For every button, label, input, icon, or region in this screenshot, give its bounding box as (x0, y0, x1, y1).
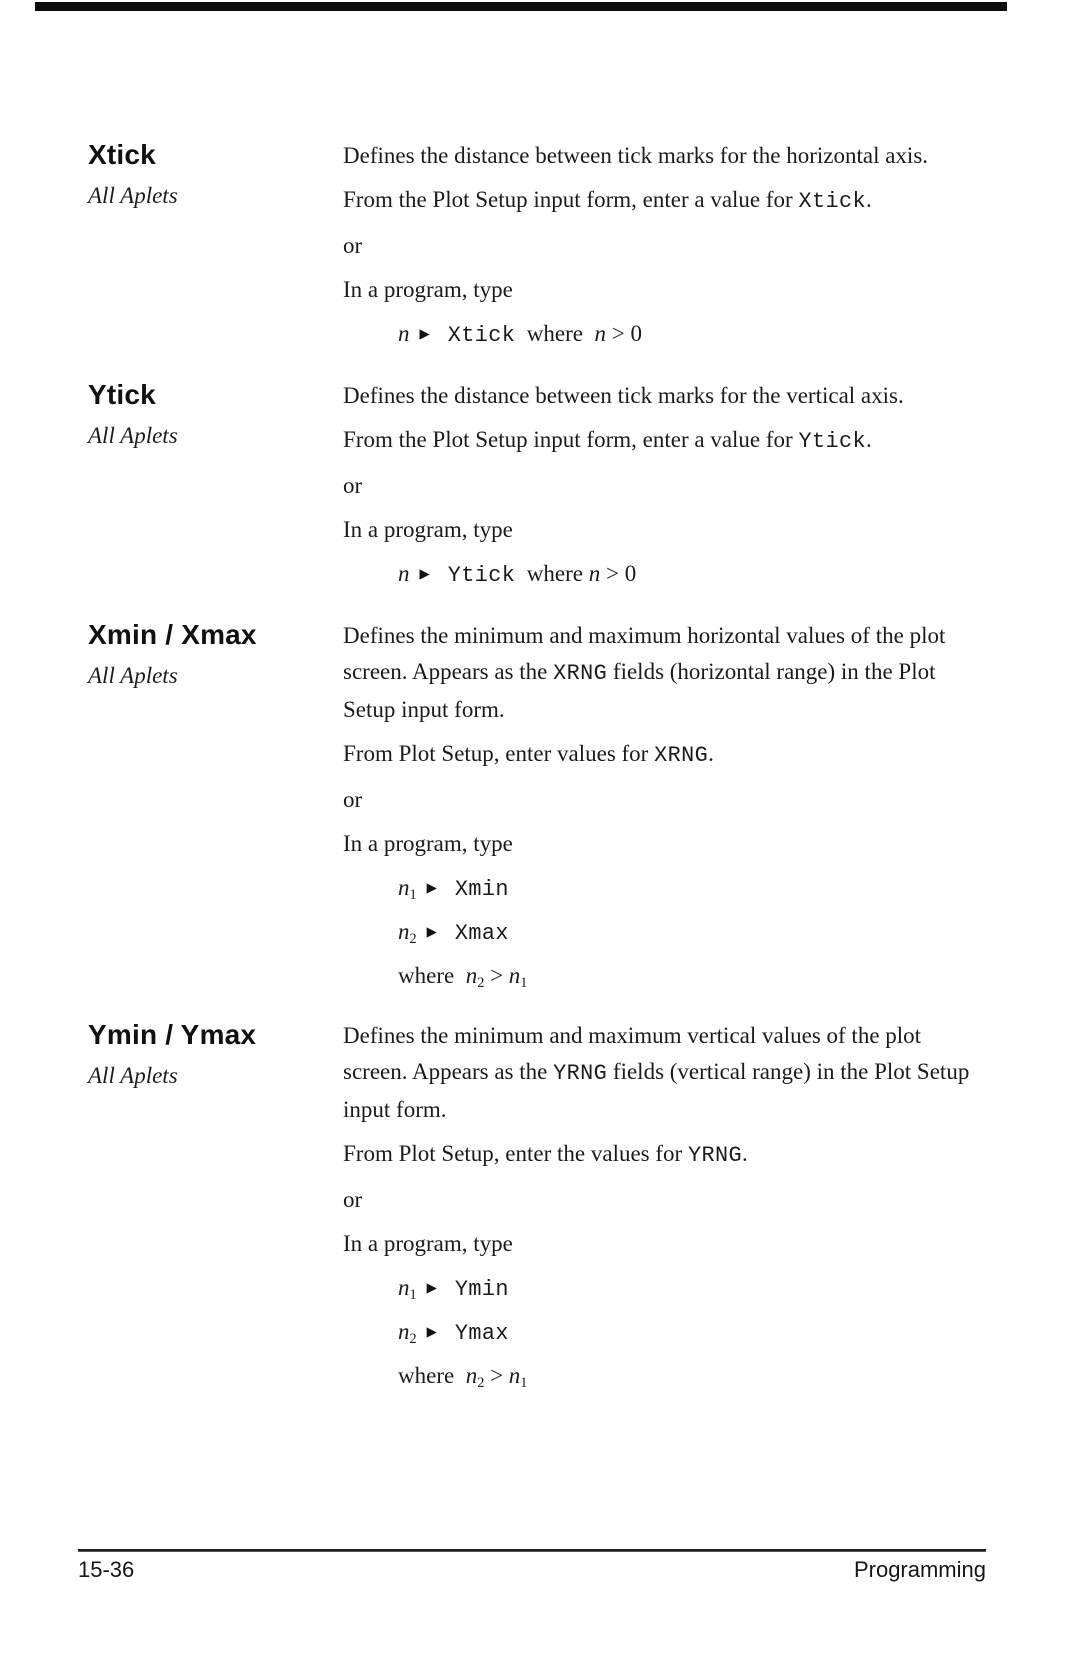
store-arrow-icon: ▶ (426, 881, 437, 896)
store-arrow-icon: ▶ (426, 1281, 437, 1296)
store-arrow-icon: ▶ (426, 1325, 437, 1340)
section-heading: Xmin / Xmax (88, 619, 257, 650)
code-text: Ytick (798, 429, 866, 454)
sections-container (88, 138, 990, 1402)
paragraph (343, 138, 990, 174)
body-text: or (343, 787, 363, 812)
program-code-line (398, 914, 990, 952)
body-text: . (866, 187, 872, 212)
code-text: YRNG (553, 1061, 608, 1086)
paragraph (343, 1136, 990, 1174)
body-text: Defines the minimum and maximum horizontal values of the plot screen. Appears as the (343, 623, 952, 684)
paragraph (343, 378, 990, 414)
section-subheading: All Aplets (88, 183, 178, 208)
section-subheading: All Aplets (88, 663, 178, 688)
code-text: Xmax (454, 921, 509, 946)
program-code-line (398, 870, 990, 908)
variable-name: $n_2$ (398, 919, 417, 947)
program-code-line (398, 1358, 990, 1394)
footer-row (78, 1557, 986, 1583)
page-number: 15-36 (78, 1557, 135, 1582)
variable-subscript: 2 (409, 1330, 417, 1347)
code-text: XRNG (654, 743, 709, 768)
scan-artifact-top-bar (35, 2, 1007, 11)
body-text: or (343, 233, 363, 258)
variable-subscript: 1 (520, 1374, 528, 1391)
paragraph (343, 228, 990, 264)
program-code-block (343, 1270, 990, 1394)
variable-subscript: 1 (409, 886, 417, 903)
variable-subscript: 1 (520, 974, 528, 991)
paragraph (343, 272, 990, 308)
variable-name: $n_1$ (508, 963, 528, 991)
body-text: In a program, type (343, 831, 513, 856)
body-text: In a program, type (343, 517, 513, 542)
code-text: Ymax (454, 1321, 509, 1346)
program-code-line (398, 1270, 990, 1308)
variable-name: n (398, 321, 410, 346)
chapter-title: Programming (853, 1557, 986, 1582)
body-text: fields (horizontal range) in the Plot Setup input form. (343, 659, 942, 722)
section-subheading: All Aplets (88, 1063, 178, 1088)
body-text: Defines the distance between tick marks for the horizontal axis. (343, 143, 929, 168)
section-heading: Xtick (88, 139, 156, 170)
manual-section-ytick (88, 378, 990, 602)
body-text: where (398, 963, 466, 988)
section-margin-column (88, 378, 343, 602)
body-text: From Plot Setup, enter the values for (343, 1141, 688, 1166)
code-text: Ytick (447, 563, 516, 588)
section-margin-column (88, 138, 343, 362)
body-text: where (515, 321, 595, 346)
section-heading: Ymin / Ymax (88, 1019, 257, 1050)
section-margin-column (88, 618, 343, 1002)
body-text: . (866, 427, 872, 452)
section-body-column (343, 618, 990, 1002)
paragraph (343, 182, 990, 220)
paragraph (343, 736, 990, 774)
variable-name: n (398, 561, 410, 586)
program-code-block (343, 316, 990, 354)
section-subheading: All Aplets (88, 423, 178, 448)
program-code-block (343, 870, 990, 994)
code-text: Xtick (798, 189, 866, 214)
body-text: From the Plot Setup input form, enter a value for (343, 187, 799, 212)
variable-name: $n_1$ (398, 875, 417, 903)
program-code-line (398, 958, 990, 994)
variable-name: $n_2$ (465, 963, 485, 991)
footer-rule (78, 1549, 986, 1552)
paragraph (343, 468, 990, 504)
store-arrow-icon: ▶ (426, 925, 437, 940)
variable-subscript: 2 (477, 1374, 485, 1391)
section-body-column (343, 378, 990, 602)
body-text: or (343, 1187, 363, 1212)
program-code-line (398, 1314, 990, 1352)
body-text: From the Plot Setup input form, enter a value for (343, 427, 799, 452)
section-body-column (343, 1018, 990, 1402)
variable-name: n (588, 561, 601, 586)
paragraph (343, 826, 990, 862)
body-text: In a program, type (343, 1231, 513, 1256)
body-text: or (343, 473, 363, 498)
body-text: From Plot Setup, enter values for (343, 741, 655, 766)
body-text: In a program, type (343, 277, 513, 302)
paragraph (343, 512, 990, 548)
manual-section-ymin-ymax (88, 1018, 990, 1402)
body-text: where (515, 561, 589, 586)
paragraph (343, 782, 990, 818)
body-text: . (708, 741, 714, 766)
code-text: Ymin (454, 1277, 509, 1302)
section-heading: Ytick (88, 379, 156, 410)
body-text: where (398, 1363, 466, 1388)
code-text: Xmin (454, 877, 509, 902)
paragraph (343, 1182, 990, 1218)
paragraph (343, 618, 990, 728)
program-code-line (398, 556, 990, 594)
manual-section-xtick (88, 138, 990, 362)
code-text: YRNG (687, 1143, 742, 1168)
body-text: . (742, 1141, 748, 1166)
body-text: Defines the distance between tick marks for the vertical axis. (343, 383, 904, 408)
variable-name: $n_2$ (398, 1319, 417, 1347)
code-text: Xtick (447, 323, 516, 348)
page-footer (78, 1549, 986, 1583)
program-code-line (398, 316, 990, 354)
body-text: fields (vertical range) in the Plot Setup input form. (343, 1059, 976, 1122)
store-arrow-icon: ▶ (419, 567, 430, 582)
body-text: > (484, 963, 509, 988)
variable-name: n (594, 321, 606, 346)
body-text: > 0 (605, 321, 642, 346)
body-text: > 0 (600, 561, 637, 586)
paragraph (343, 1226, 990, 1262)
store-arrow-icon: ▶ (419, 327, 430, 342)
page-content (0, 138, 1080, 1418)
section-body-column (343, 138, 990, 362)
manual-section-xmin-xmax (88, 618, 990, 1002)
variable-name: $n_2$ (465, 1363, 485, 1391)
variable-name: $n_1$ (508, 1363, 528, 1391)
variable-subscript: 2 (409, 930, 417, 947)
section-margin-column (88, 1018, 343, 1402)
variable-name: $n_1$ (398, 1275, 417, 1303)
paragraph (343, 1018, 990, 1128)
body-text: > (484, 1363, 509, 1388)
body-text: Defines the minimum and maximum vertical values of the plot screen. Appears as the (343, 1023, 927, 1084)
variable-subscript: 2 (477, 974, 485, 991)
paragraph (343, 422, 990, 460)
variable-subscript: 1 (409, 1286, 417, 1303)
program-code-block (343, 556, 990, 594)
code-text: XRNG (553, 661, 608, 686)
